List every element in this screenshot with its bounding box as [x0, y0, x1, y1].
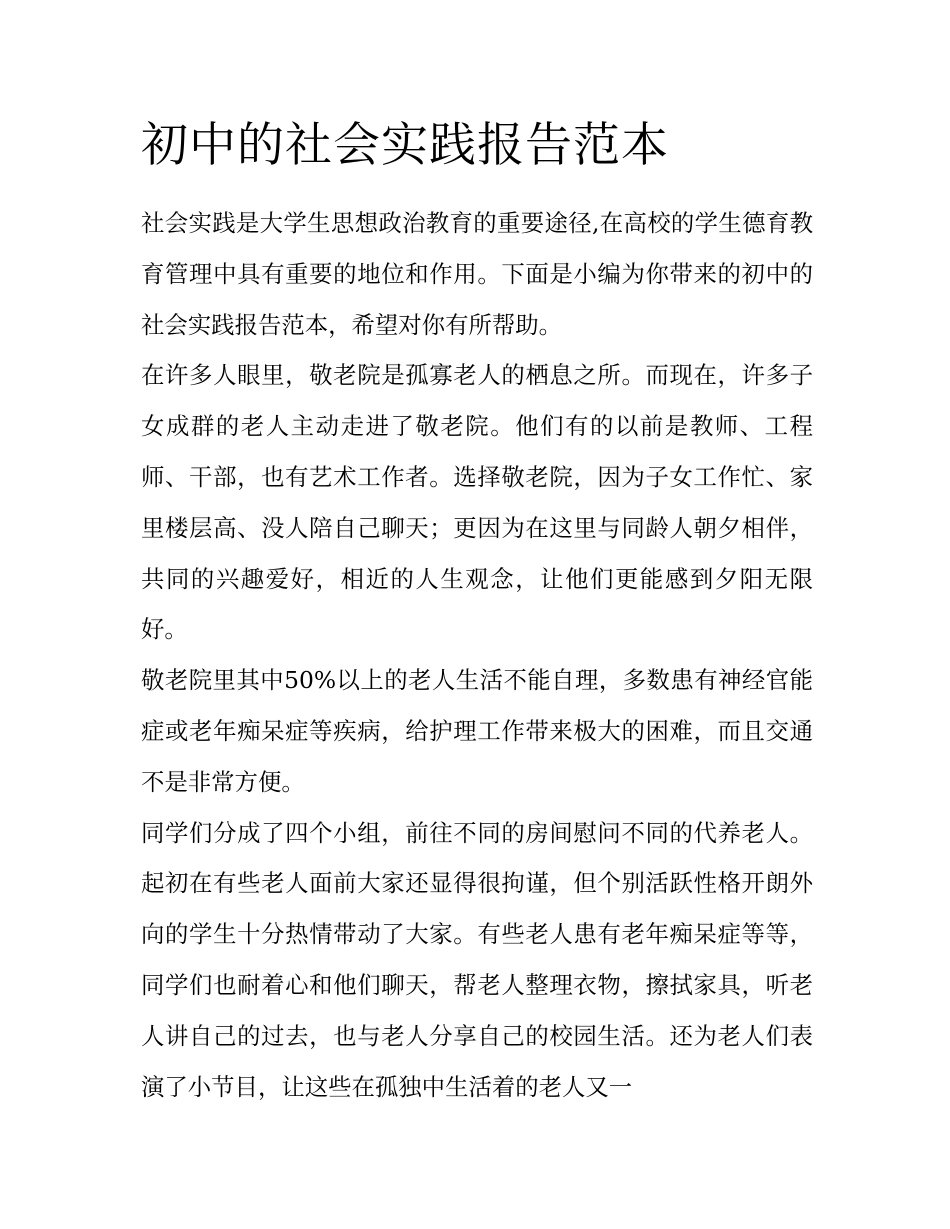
paragraph-intro: 社会实践是大学生思想政治教育的重要途径,在高校的学生德育教育管理中具有重要的地位和作用。下面是小编为你带来的初中的社会实践报告范本，希望对你有所帮助。 — [141, 209, 813, 339]
document-title: 初中的社会实践报告范本 — [141, 118, 669, 173]
paragraph-visit-activities: 同学们分成了四个小组，前往不同的房间慰问不同的代养老人。起初在有些老人面前大家还显得很拘谨，但个别活跃性格开朗外向的学生十分热情带动了大家。有些老人患有老年痴呆症等等，同学们也耐着心和他们聊天，帮老人整理衣物，擦拭家具，听老人讲自己的过去，也与老人分享自己的校园生活。还为老人们表演了小节目，让这些在孤独中生活着的老人又一 — [141, 818, 813, 1101]
paragraph-care-difficulty: 敬老院里其中50%以上的老人生活不能自理，多数患有神经官能症或老年痴呆症等疾病，给护理工作带来极大的困难，而且交通不是非常方便。 — [141, 666, 813, 796]
paragraph-nursing-home: 在许多人眼里，敬老院是孤寡老人的栖息之所。而现在，许多子女成群的老人主动走进了敬老院。他们有的以前是教师、工程师、干部，也有艺术工作者。选择敬老院，因为子女工作忙、家里楼层高、没人陪自己聊天；更因为在这里与同龄人朝夕相伴，共同的兴趣爱好，相近的人生观念，让他们更能感到夕阳无限好。 — [141, 361, 813, 644]
document-body — [141, 112, 813, 1112]
